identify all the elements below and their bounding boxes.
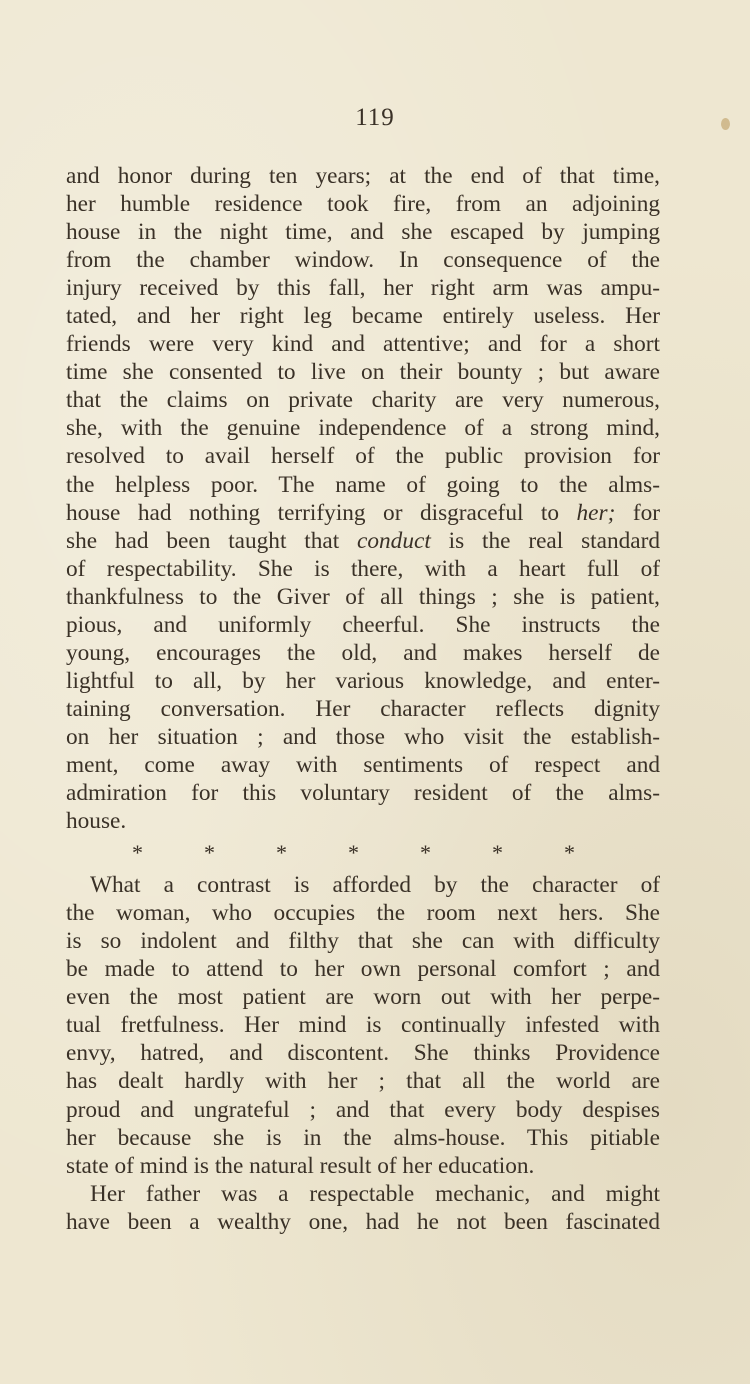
text-segment: she, with the genuine independence of a strong mind,	[66, 415, 660, 442]
text-segment: and honor during ten years; at the end of that time,	[66, 163, 660, 189]
text-line	[66, 471, 660, 499]
text-line	[66, 302, 660, 330]
text-segment: injury received by this fall, her right arm was ampu-	[66, 275, 660, 302]
separator-star: *	[204, 840, 215, 866]
text-line	[66, 330, 660, 358]
italic-segment: conduct	[357, 527, 431, 554]
text-segment: taining conversation. Her character reflects dignity	[66, 695, 660, 722]
text-line: state of mind is the natural result of her education.	[66, 1152, 535, 1179]
text-line	[66, 190, 660, 218]
text-line: has dealt hardly with her ; that all the world are	[66, 1068, 660, 1095]
text-segment: is the real standard	[430, 527, 660, 554]
paragraph-2	[66, 871, 660, 1180]
text-line	[66, 723, 660, 751]
separator-star: *	[564, 840, 575, 866]
text-line: What a contrast is afforded by the character of	[90, 872, 660, 899]
text-segment: from the chamber window. In consequence of the	[66, 247, 660, 274]
text-segment: her humble residence took fire, from an adjoining	[66, 191, 660, 218]
text-line	[66, 358, 660, 386]
text-segment: tated, and her right leg became entirely useless. Her	[66, 303, 660, 330]
text-line: be made to attend to her own personal comfort ; and	[66, 956, 660, 983]
separator-star: *	[276, 840, 287, 866]
text-line: proud and ungrateful ; and that every body despises	[66, 1096, 660, 1123]
text-line	[66, 639, 660, 667]
text-line	[66, 414, 660, 442]
paragraph-3	[66, 1180, 660, 1236]
text-line	[66, 499, 660, 527]
section-separator	[66, 835, 660, 871]
text-line: is so indolent and filthy that she can with difficulty	[66, 928, 660, 955]
text-line: envy, hatred, and discontent. She thinks Providence	[66, 1040, 660, 1067]
text-line	[66, 555, 660, 583]
separator-star: *	[348, 840, 359, 866]
text-segment: the helpless poor. The name of going to the alms-	[66, 471, 660, 498]
text-segment: ment, come away with sentiments of respect and	[66, 751, 660, 778]
text-segment: admiration for this voluntary resident of the alms-	[66, 780, 660, 807]
separator-star: *	[132, 840, 143, 866]
text-segment: of respectability. She is there, with a heart full of	[66, 555, 660, 582]
paragraph-1	[66, 162, 660, 835]
text-segment: house in the night time, and she escaped by jumping	[66, 219, 660, 246]
text-line: even the most patient are worn out with her perpe-	[66, 984, 660, 1011]
text-segment: friends were very kind and attentive; and for a short	[66, 331, 660, 358]
text-segment: house had nothing terrifying or disgraceful to	[66, 499, 577, 526]
text-segment: house.	[66, 808, 127, 835]
text-line	[66, 274, 660, 302]
text-line	[66, 442, 660, 470]
text-segment: for	[615, 499, 660, 526]
text-line	[66, 779, 660, 807]
separator-star: *	[492, 840, 503, 866]
text-segment: thankfulness to the Giver of all things ; she is patient,	[66, 583, 660, 610]
text-segment: lightful to all, by her various knowledge, and enter-	[66, 667, 660, 694]
text-line: the woman, who occupies the room next hers. She	[66, 900, 660, 927]
text-line	[66, 667, 660, 695]
text-line: her because she is in the alms-house. This pitiable	[66, 1124, 660, 1151]
text-line	[66, 246, 660, 274]
page-number: 119	[355, 104, 395, 131]
text-segment: she had been taught that	[66, 527, 358, 554]
text-line: Her father was a respectable mechanic, and might	[90, 1180, 660, 1207]
text-segment: young, encourages the old, and makes herself de	[66, 639, 660, 666]
text-line	[66, 527, 660, 555]
text-line	[66, 218, 660, 246]
text-line: tual fretfulness. Her mind is continually infested with	[66, 1012, 660, 1039]
page-text	[66, 162, 660, 1236]
italic-segment: her;	[576, 499, 616, 526]
text-segment: on her situation ; and those who visit the establish-	[66, 723, 660, 750]
text-line: have been a wealthy one, had he not been fascinated	[66, 1208, 660, 1235]
text-line	[66, 807, 660, 835]
text-segment: resolved to avail herself of the public provision for	[66, 443, 660, 470]
text-line	[66, 695, 660, 723]
text-segment: time she consented to live on their bounty ; but aware	[66, 359, 660, 386]
text-line	[66, 162, 660, 190]
text-segment: that the claims on private charity are very numerous,	[66, 387, 660, 414]
text-segment: pious, and uniformly cheerful. She instructs the	[66, 611, 660, 638]
text-line	[66, 386, 660, 414]
text-line	[66, 611, 660, 639]
separator-star: *	[420, 840, 431, 866]
text-line	[66, 751, 660, 779]
text-line	[66, 583, 660, 611]
